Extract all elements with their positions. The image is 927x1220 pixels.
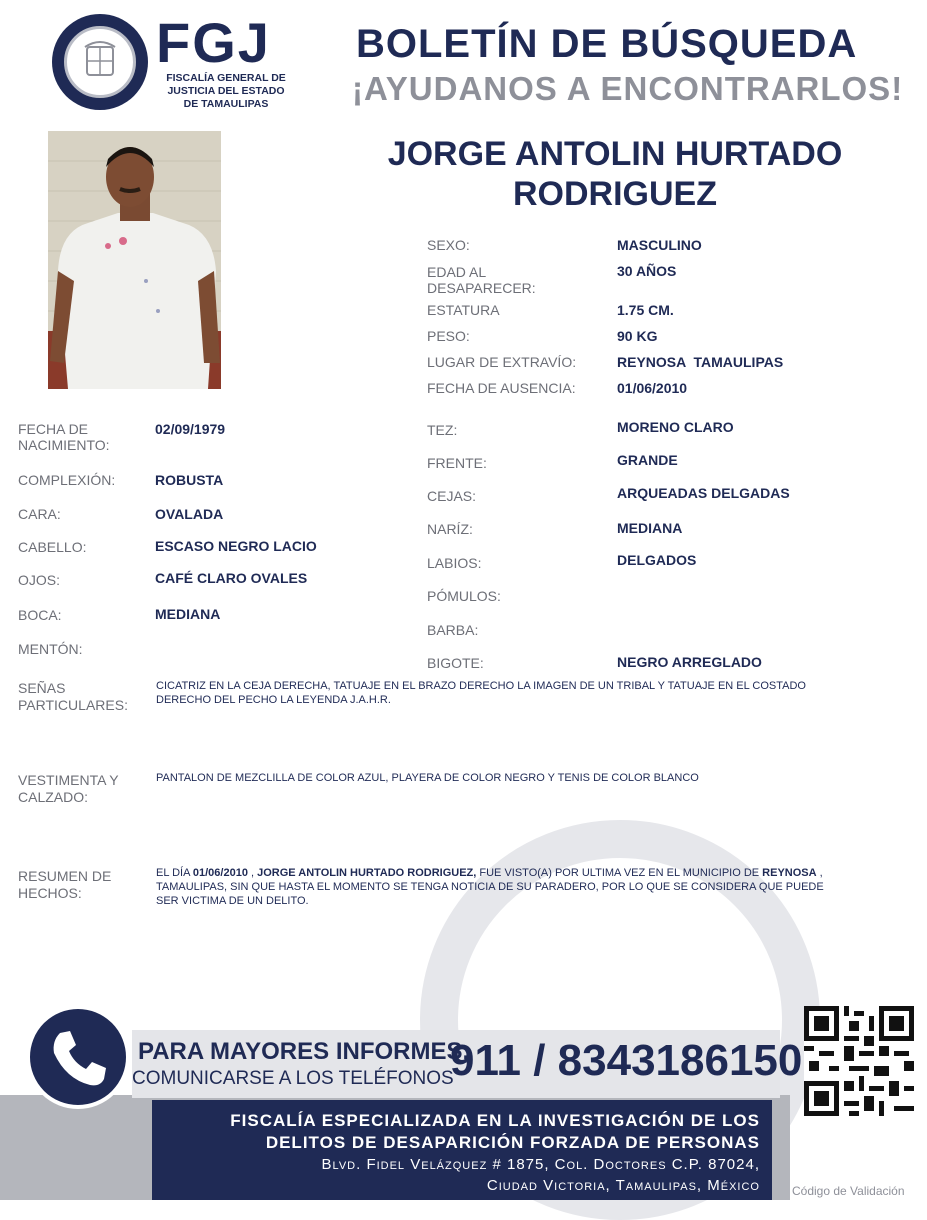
place-label: LUGAR DE EXTRAVÍO:	[427, 354, 577, 370]
birthdate-value: 02/09/1979	[155, 421, 226, 437]
mouth-value: MEDIANA	[155, 606, 221, 622]
logo-subtitle: FISCALÍA GENERAL DE JUSTICIA DEL ESTADO DE TAMAULIPAS	[166, 72, 286, 110]
validation-code-label: Código de Validación	[792, 1184, 905, 1198]
person-photo	[48, 131, 221, 389]
weight-value: 90 KG	[617, 328, 658, 344]
skin-label: TEZ:	[427, 422, 458, 438]
age-label: EDAD AL DESAPARECER:	[427, 264, 536, 296]
height-value: 1.75 CM.	[617, 302, 674, 318]
contact-text: COMUNICARSE A LOS TELÉFONOS	[132, 1068, 454, 1089]
eyebrows-value: ARQUEADAS DELGADAS	[617, 485, 790, 501]
mustache-label: BIGOTE:	[427, 655, 484, 671]
cheekbones-label: PÓMULOS:	[427, 588, 501, 604]
bulletin-title: BOLETÍN DE BÚSQUEDA	[356, 22, 858, 66]
weight-label: PESO:	[427, 328, 470, 344]
face-label: CARA:	[18, 506, 61, 522]
person-name: JORGE ANTOLIN HURTADO RODRIGUEZ	[387, 135, 843, 213]
age-value: 30 AÑOS	[617, 263, 677, 279]
bulletin-subtitle: ¡AYUDANOS A ENCONTRARLOS!	[352, 70, 904, 107]
hair-value: ESCASO NEGRO LACIO	[155, 538, 317, 554]
marks-text: CICATRIZ EN LA CEJA DERECHA, TATUAJE EN EL BRAZO DERECHO LA IMAGEN DE UN TRIBAL Y TATUAJE EN EL COSTADO DERECHO DEL PECHO LA LEYENDA J.A.H.R.	[156, 680, 806, 706]
more-info-heading: PARA MAYORES INFORMES,	[138, 1038, 470, 1065]
clothing-text: PANTALON DE MEZCLILLA DE COLOR AZUL, PLAYERA DE COLOR NEGRO Y TENIS DE COLOR BLANCO	[156, 772, 699, 784]
chin-label: MENTÓN:	[18, 641, 83, 657]
eyes-value: CAFÉ CLARO OVALES	[155, 570, 308, 586]
skin-value: MORENO CLARO	[617, 419, 734, 435]
summary-label: RESUMEN DE HECHOS:	[18, 868, 112, 901]
eyebrows-label: CEJAS:	[427, 488, 477, 504]
forehead-value: GRANDE	[617, 452, 678, 468]
mustache-value: NEGRO ARREGLADO	[617, 654, 762, 670]
eyes-label: OJOS:	[18, 572, 61, 588]
lips-value: DELGADOS	[617, 552, 697, 568]
logo-abbr: FGJ	[156, 11, 271, 74]
build-label: COMPLEXIÓN:	[18, 472, 116, 488]
hair-label: CABELLO:	[18, 539, 87, 555]
phone-icon	[26, 1005, 130, 1109]
office-name: FISCALÍA ESPECIALIZADA EN LA INVESTIGACIÓN DE LOS DELITOS DE DESAPARICIÓN FORZADA DE PERSONAS	[230, 1111, 760, 1152]
marks-label: SEÑAS PARTICULARES:	[18, 680, 128, 713]
sex-value: MASCULINO	[617, 237, 702, 253]
seal-inner	[64, 26, 136, 98]
nose-label: NARÍZ:	[427, 521, 473, 537]
nose-value: MEDIANA	[617, 520, 683, 536]
clothing-label: VESTIMENTA Y CALZADO:	[18, 772, 119, 805]
place-value: REYNOSA TAMAULIPAS	[617, 354, 784, 370]
birthdate-label: FECHA DE NACIMIENTO:	[18, 421, 110, 453]
mouth-label: BOCA:	[18, 607, 62, 623]
forehead-label: FRENTE:	[427, 455, 487, 471]
lips-label: LABIOS:	[427, 555, 482, 571]
height-label: ESTATURA	[427, 302, 500, 318]
phone-numbers: 911 / 8343186150	[450, 1036, 803, 1085]
absence-date-label: FECHA DE AUSENCIA:	[427, 380, 576, 396]
build-value: ROBUSTA	[155, 472, 224, 488]
absence-date-value: 01/06/2010	[617, 380, 688, 396]
sex-label: SEXO:	[427, 237, 470, 253]
qr-code-icon	[804, 1006, 914, 1116]
beard-label: BARBA:	[427, 622, 479, 638]
face-value: OVALADA	[155, 506, 224, 522]
office-address: Blvd. Fidel Velázquez # 1875, Col. Doctores C.P. 87024, Ciudad Victoria, Tamaulipas, México	[321, 1156, 760, 1194]
summary-text: EL DÍA 01/06/2010 , JORGE ANTOLIN HURTADO RODRIGUEZ, FUE VISTO(A) POR ULTIMA VEZ EN EL MUNICIPIO DE REYNOSA , TAMAULIPAS, SIN QUE HASTA EL MOMENTO SE TENGA NOTICIA DE SU PARADERO, POR LO QUE SE CONSIDERA QUE PUEDE SER VICTIMA DE UN DELITO.	[156, 867, 824, 907]
